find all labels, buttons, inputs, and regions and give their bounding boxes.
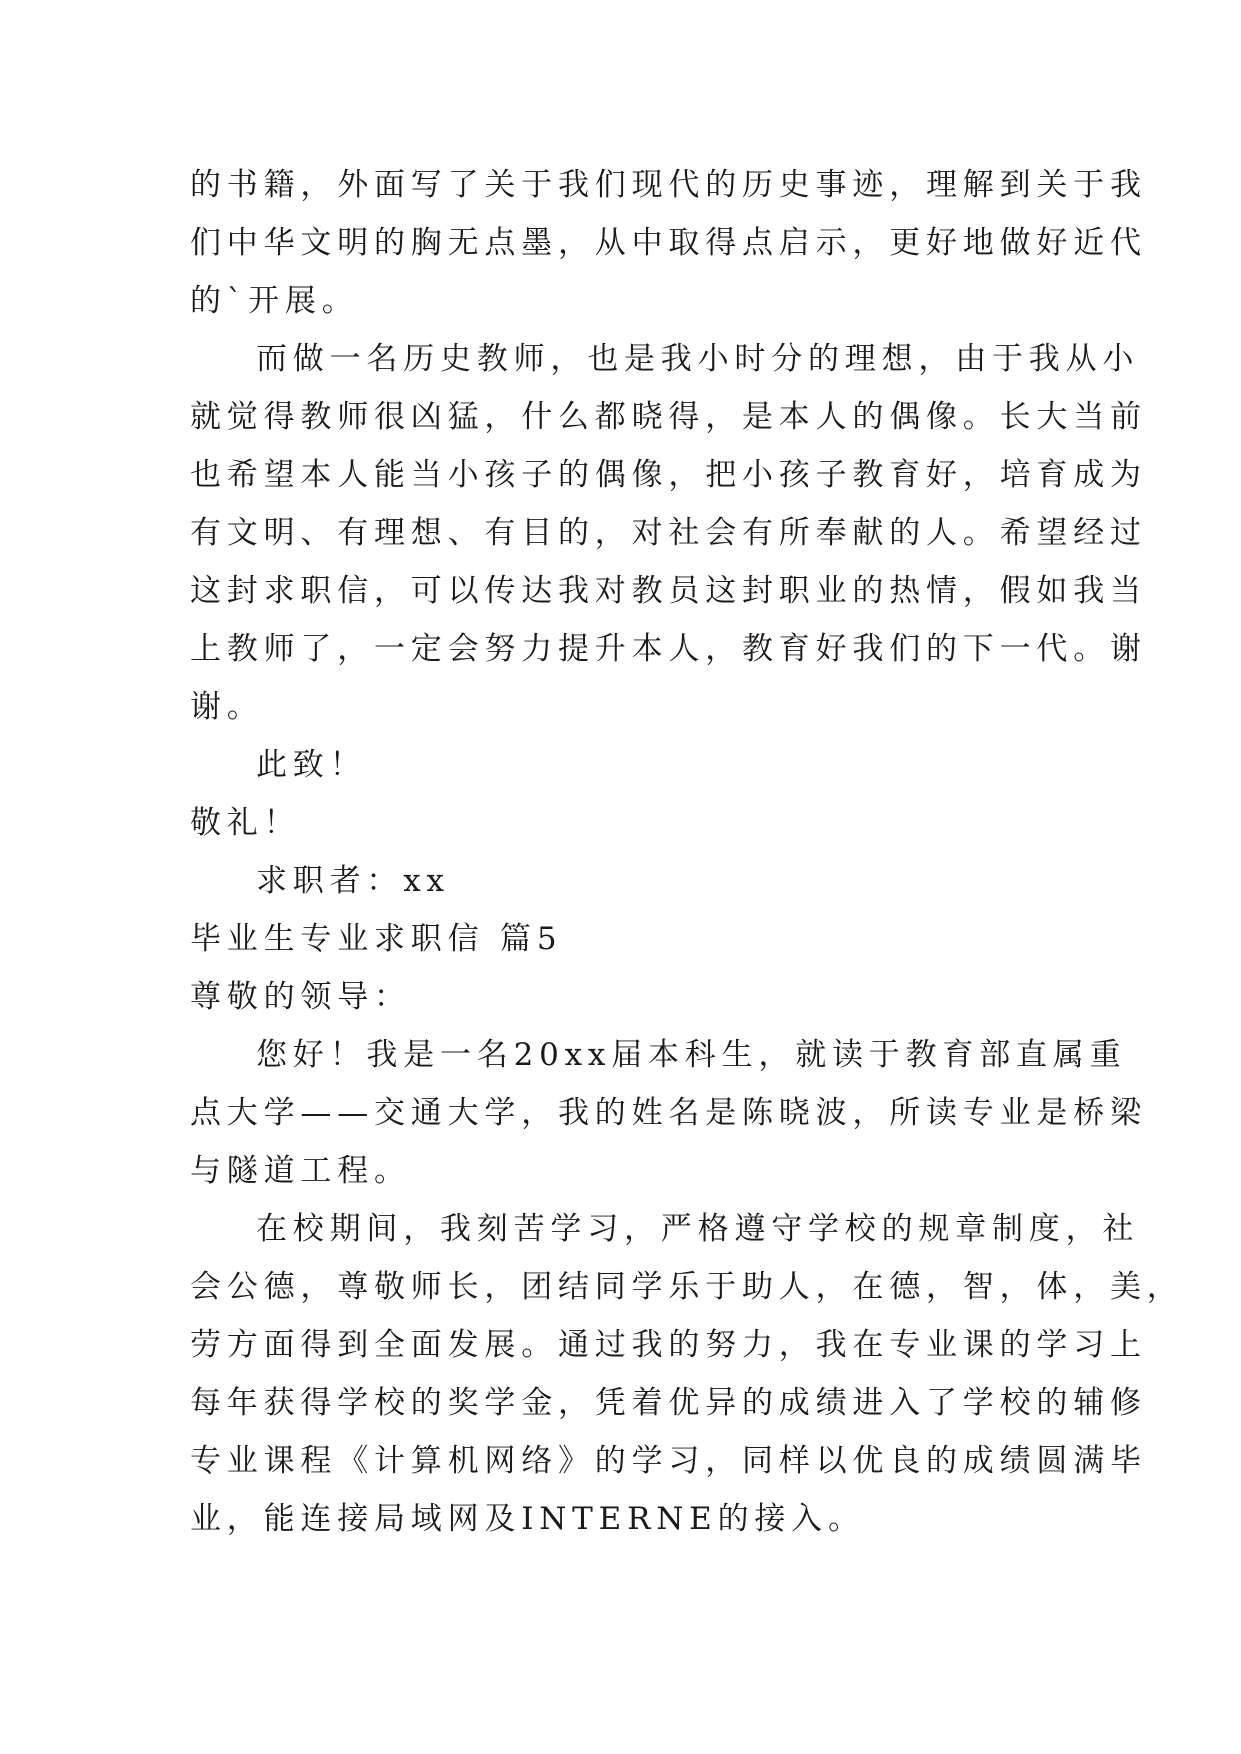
closing-salutation: 此致！ (256, 747, 367, 783)
text-line: 会公德，尊敬师长，团结同学乐于助人，在德，智，体，美， (190, 1269, 1184, 1305)
text-line: 有文明、有理想、有目的，对社会有所奉献的人。希望经过 (190, 515, 1147, 551)
section-heading: 毕业生专业求职信 篇5 (190, 921, 563, 957)
signature-line: 求职者：xx (256, 863, 450, 899)
text-line: 您好！我是一名20xx届本科生，就读于教育部直属重 (256, 1037, 1127, 1073)
document-page (190, 156, 1184, 1548)
text-line: 劳方面得到全面发展。通过我的努力，我在专业课的学习上 (190, 1327, 1147, 1363)
text-line: 每年获得学校的奖学金，凭着优异的成绩进入了学校的辅修 (190, 1385, 1147, 1421)
text-line: 们中华文明的胸无点墨，从中取得点启示，更好地做好近代 (190, 225, 1147, 261)
closing-regards: 敬礼！ (190, 805, 301, 841)
text-line: 也希望本人能当小孩子的偶像，把小孩子教育好，培育成为 (190, 457, 1147, 493)
text-line: 的书籍，外面写了关于我们现代的历史事迹，理解到关于我 (190, 167, 1147, 203)
text-line: 点大学——交通大学，我的姓名是陈晓波，所读专业是桥梁 (190, 1095, 1147, 1131)
text-line: 业，能连接局域网及INTERNE的接入。 (190, 1501, 865, 1537)
text-line: 专业课程《计算机网络》的学习，同样以优良的成绩圆满毕 (190, 1443, 1147, 1479)
text-line: 而做一名历史教师，也是我小时分的理想，由于我从小 (256, 341, 1140, 377)
text-line: 的`开展。 (190, 283, 359, 319)
text-line: 就觉得教师很凶猛，什么都晓得，是本人的偶像。长大当前 (190, 399, 1147, 435)
text-line: 与隧道工程。 (190, 1153, 411, 1189)
text-line: 在校期间，我刻苦学习，严格遵守学校的规章制度，社 (256, 1211, 1140, 1247)
greeting-line: 尊敬的领导： (190, 979, 411, 1015)
text-line: 谢。 (190, 689, 264, 725)
text-line: 上教师了，一定会努力提升本人，教育好我们的下一代。谢 (190, 631, 1147, 667)
text-line: 这封求职信，可以传达我对教员这封职业的热情，假如我当 (190, 573, 1147, 609)
